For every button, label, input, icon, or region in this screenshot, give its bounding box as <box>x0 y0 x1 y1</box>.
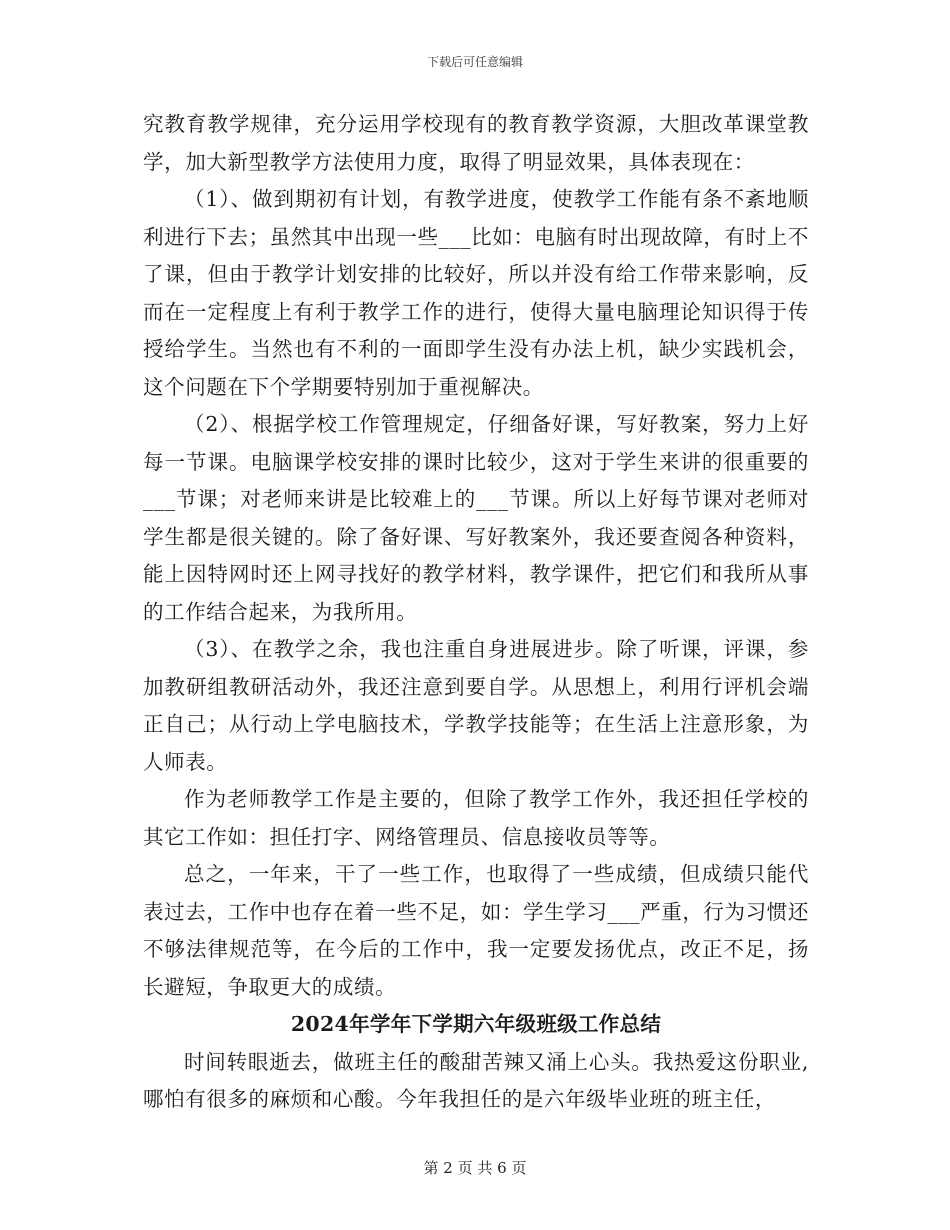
paragraph-item-1: （1）、做到期初有计划，有教学进度，使教学工作能有条不紊地顺利进行下去；虽然其中出现一些___比如：电脑有时出现故障，有时上不了课，但由于教学计划安排的比较好，所以并没有给工作带来影响，反而在一定程度上有利于教学工作的进行，使得大量电脑理论知识得于传授给学生。当然也有不利的一面即学生没有办法上机，缺少实践机会，这个问题在下个学期要特别加于重视解决。 <box>143 187 809 399</box>
section-title: 2024年学年下学期六年级班级工作总结 <box>290 1012 662 1036</box>
page-number: 第 2 页 共 6 页 <box>423 1159 527 1177</box>
page-header-note: 下载后可任意编辑 <box>426 55 523 69</box>
document-body <box>143 106 809 1119</box>
paragraph-other-duties: 作为老师教学工作是主要的，但除了教学工作外，我还担任学校的其它工作如：担任打字、网络管理员、信息接收员等等。 <box>143 787 809 849</box>
paragraph-intro-continued: 究教育教学规律，充分运用学校现有的教育教学资源，大胆改革课堂教学，加大新型教学方法使用力度，取得了明显效果，具体表现在： <box>143 112 809 174</box>
paragraph-conclusion: 总之，一年来，干了一些工作，也取得了一些成绩，但成绩只能代表过去，工作中也存在着一些不足，如：学生学习___严重，行为习惯还不够法律规范等，在今后的工作中，我一定要发扬优点，改正不足，扬长避短，争取更大的成绩。 <box>143 862 809 999</box>
paragraph-item-3: （3）、在教学之余，我也注重自身进展进步。除了听课，评课，参加教研组教研活动外，我还注意到要自学。从思想上，利用行评机会端正自己；从行动上学电脑技术，学教学技能等；在生活上注意形象，为人师表。 <box>143 637 809 774</box>
section-intro-paragraph: 时间转眼逝去，做班主任的酸甜苦辣又涌上心头。我热爱这份职业,哪怕有很多的麻烦和心酸。今年我担任的是六年级毕业班的班主任， <box>143 1049 809 1111</box>
paragraph-item-2: （2）、根据学校工作管理规定，仔细备好课，写好教案，努力上好每一节课。电脑课学校安排的课时比较少，这对于学生来讲的很重要的___节课；对老师来讲是比较难上的___节课。所以上好每节课对老师对学生都是很关键的。除了备好课、写好教案外，我还要查阅各种资料，能上因特网时还上网寻找好的教学材料，教学课件，把它们和我所从事的工作结合起来，为我所用。 <box>143 412 809 624</box>
